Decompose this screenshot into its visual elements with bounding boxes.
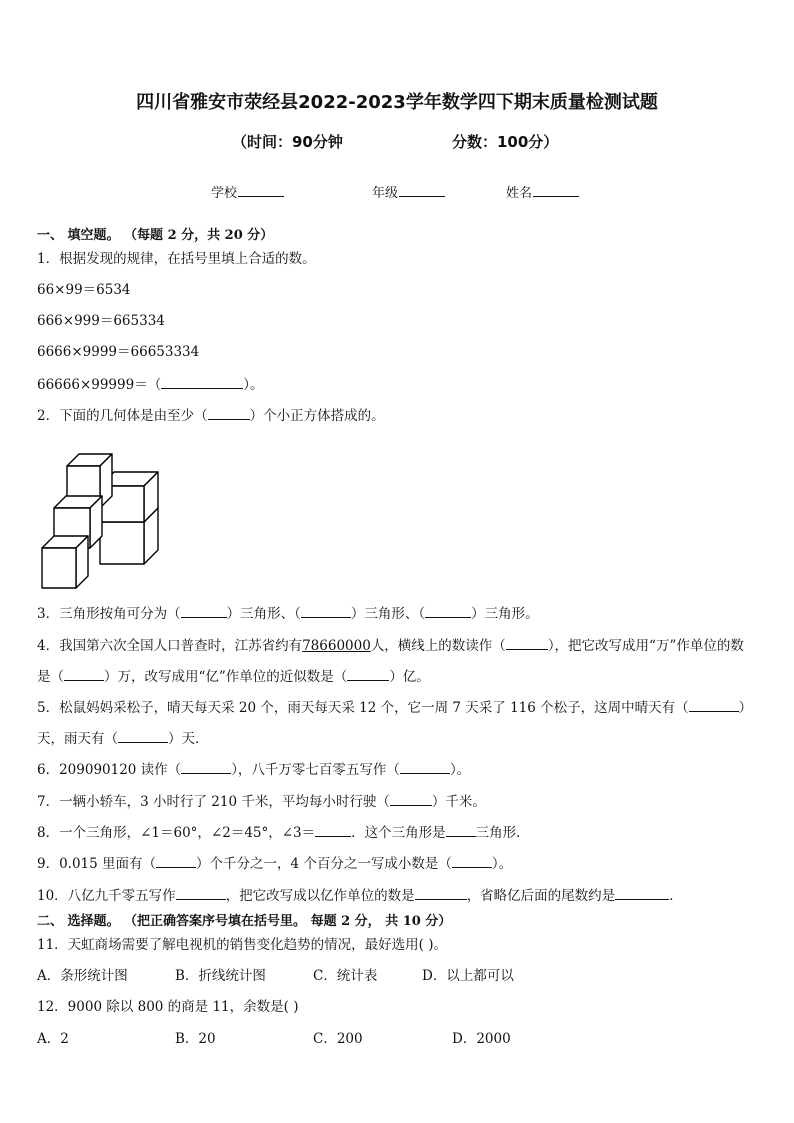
q12-option-a[interactable]: A．2 — [37, 1031, 69, 1047]
name-field[interactable] — [506, 182, 579, 201]
q4-text-f: ）亿。 — [389, 669, 430, 685]
q12-option-d[interactable]: D．2000 — [452, 1031, 511, 1047]
q1-line-4-start: 66666×99999＝（ — [37, 377, 162, 393]
q3-text-a: 3．三角形按角可分为（ — [37, 606, 181, 622]
q8-blank-2[interactable] — [446, 823, 476, 837]
q3-text-c: ）三角形、（ — [350, 606, 426, 622]
q6-text-b: ），八千万零七百零五写作（ — [231, 762, 400, 778]
q3-text-d: ）三角形。 — [471, 606, 539, 622]
q6-blank-2[interactable] — [400, 760, 450, 774]
q9-text-b: ）个千分之一，4 个百分之一写成小数是（ — [196, 856, 452, 872]
cube-stack-figure — [40, 444, 165, 590]
section-heading-choice: 二、 选择题。 （把正确答案序号填在括号里。 每题 2 分， 共 10 分） — [37, 914, 452, 929]
q1-line-4-end: ）。 — [243, 377, 264, 393]
school-field[interactable] — [211, 182, 284, 201]
q12-option-b[interactable]: B．20 — [175, 1031, 216, 1047]
question-10 — [37, 886, 683, 904]
q3-blank-3[interactable] — [425, 604, 471, 618]
school-label: 学校 — [211, 186, 238, 201]
question-3 — [37, 604, 539, 622]
q11-option-c[interactable]: C．统计表 — [313, 968, 378, 984]
q5-text-c: 天，雨天有（ — [37, 731, 118, 747]
q6-text-a: 6．209090120 读作（ — [37, 762, 182, 778]
q7-blank[interactable] — [390, 792, 432, 806]
q10-blank-2[interactable] — [415, 886, 467, 900]
q10-text-c: ，省略亿后面的尾数约是 — [466, 888, 616, 904]
q3-blank-2[interactable] — [301, 604, 351, 618]
q2-answer-blank[interactable] — [208, 406, 250, 420]
cube-left-bottom — [42, 536, 88, 588]
q11-option-a[interactable]: A．条形统计图 — [37, 968, 128, 984]
q1-line-4 — [37, 375, 263, 393]
q4-text-b: 人，横线上的数读作（ — [370, 638, 506, 654]
q4-blank-1[interactable] — [506, 636, 548, 650]
school-blank[interactable] — [238, 184, 284, 197]
q12-option-c[interactable]: C．200 — [313, 1031, 363, 1047]
question-12: 12．9000 除以 800 的商是 11，余数是( ) — [37, 999, 299, 1015]
question-1: 1．根据发现的规律，在括号里填上合适的数。 — [37, 251, 316, 267]
q10-blank-3[interactable] — [615, 886, 669, 900]
q1-line-1: 66×99＝6534 — [37, 282, 131, 298]
q4-text-a: 4．我国第六次全国人口普查时，江苏省约有 — [37, 638, 303, 654]
q3-blank-1[interactable] — [181, 604, 227, 618]
question-6 — [37, 760, 470, 778]
q4-text-d: 是（ — [37, 669, 64, 685]
q2-text-end: ）个小正方体搭成的。 — [249, 408, 385, 424]
q4-text-e: ）万，改写成用“亿”作单位的近似数是（ — [104, 669, 348, 685]
q9-blank-1[interactable] — [156, 854, 196, 868]
q1-line-2: 666×999＝665334 — [37, 313, 165, 329]
q4-text-c: ），把它改写成用“万”作单位的数 — [547, 638, 744, 654]
q1-line-3: 6666×9999＝66653334 — [37, 344, 200, 360]
question-5-line-2 — [37, 729, 209, 747]
q5-text-b: ） — [738, 700, 753, 716]
q11-option-b[interactable]: B．折线统计图 — [175, 968, 266, 984]
q10-text-d: ． — [669, 888, 683, 904]
q2-text-start: 2．下面的几何体是由至少（ — [37, 408, 208, 424]
name-blank[interactable] — [533, 184, 579, 197]
q10-text-b: ，把它改写成以亿作单位的数是 — [225, 888, 415, 904]
q10-blank-1[interactable] — [176, 886, 226, 900]
q5-text-d: ）天． — [168, 731, 209, 747]
grade-field[interactable] — [372, 182, 445, 201]
q9-blank-2[interactable] — [452, 854, 492, 868]
q5-text-a: 5．松鼠妈妈采松子，晴天每天采 20 个，雨天每天采 12 个，它一周 7 天采了 116 个松子，这周中晴天有（ — [37, 700, 689, 716]
q10-text-a: 10．八亿九千零五写作 — [37, 888, 176, 904]
page-title: 四川省雅安市荥经县2022-2023学年数学四下期末质量检测试题 — [136, 92, 658, 113]
q6-text-c: ）。 — [449, 762, 471, 778]
q8-text-c: 三角形． — [475, 825, 530, 841]
q5-blank-2[interactable] — [118, 729, 168, 743]
q11-option-d[interactable]: D．以上都可以 — [422, 968, 514, 984]
q7-text-b: ）千米。 — [431, 794, 486, 810]
q7-text-a: 7．一辆小轿车，3 小时行了 210 千米，平均每小时行驶（ — [37, 794, 390, 810]
grade-blank[interactable] — [399, 184, 445, 197]
question-9 — [37, 854, 512, 872]
exam-time: （时间：90分钟 — [232, 133, 343, 151]
question-7 — [37, 792, 486, 810]
q8-text-b: ．这个三角形是 — [351, 825, 446, 841]
question-8 — [37, 823, 530, 841]
q4-blank-3[interactable] — [347, 667, 389, 681]
q6-blank-1[interactable] — [181, 760, 231, 774]
question-4-line-2 — [37, 667, 430, 685]
q1-answer-blank[interactable] — [161, 375, 243, 389]
question-4-line-1 — [37, 636, 744, 654]
section-heading-fill-blank: 一、 填空题。 （每题 2 分，共 20 分） — [37, 228, 274, 243]
q3-text-b: ）三角形、（ — [226, 606, 301, 622]
q8-blank-1[interactable] — [315, 823, 351, 837]
q5-blank-1[interactable] — [689, 698, 739, 712]
grade-label: 年级 — [372, 186, 399, 201]
question-5-line-1 — [37, 698, 752, 716]
q9-text-c: ）。 — [491, 856, 513, 872]
question-11: 11．天虹商场需要了解电视机的销售变化趋势的情况，最好选用( )。 — [37, 937, 448, 953]
name-label: 姓名 — [506, 186, 533, 201]
q9-text-a: 9．0.015 里面有（ — [37, 856, 157, 872]
q4-underlined-number: 78660000 — [302, 638, 371, 654]
q8-text-a: 8．一个三角形，∠1＝60°，∠2＝45°，∠3＝ — [37, 825, 316, 841]
q4-blank-2[interactable] — [64, 667, 104, 681]
question-2 — [37, 406, 385, 424]
exam-score: 分数：100分） — [452, 133, 559, 151]
